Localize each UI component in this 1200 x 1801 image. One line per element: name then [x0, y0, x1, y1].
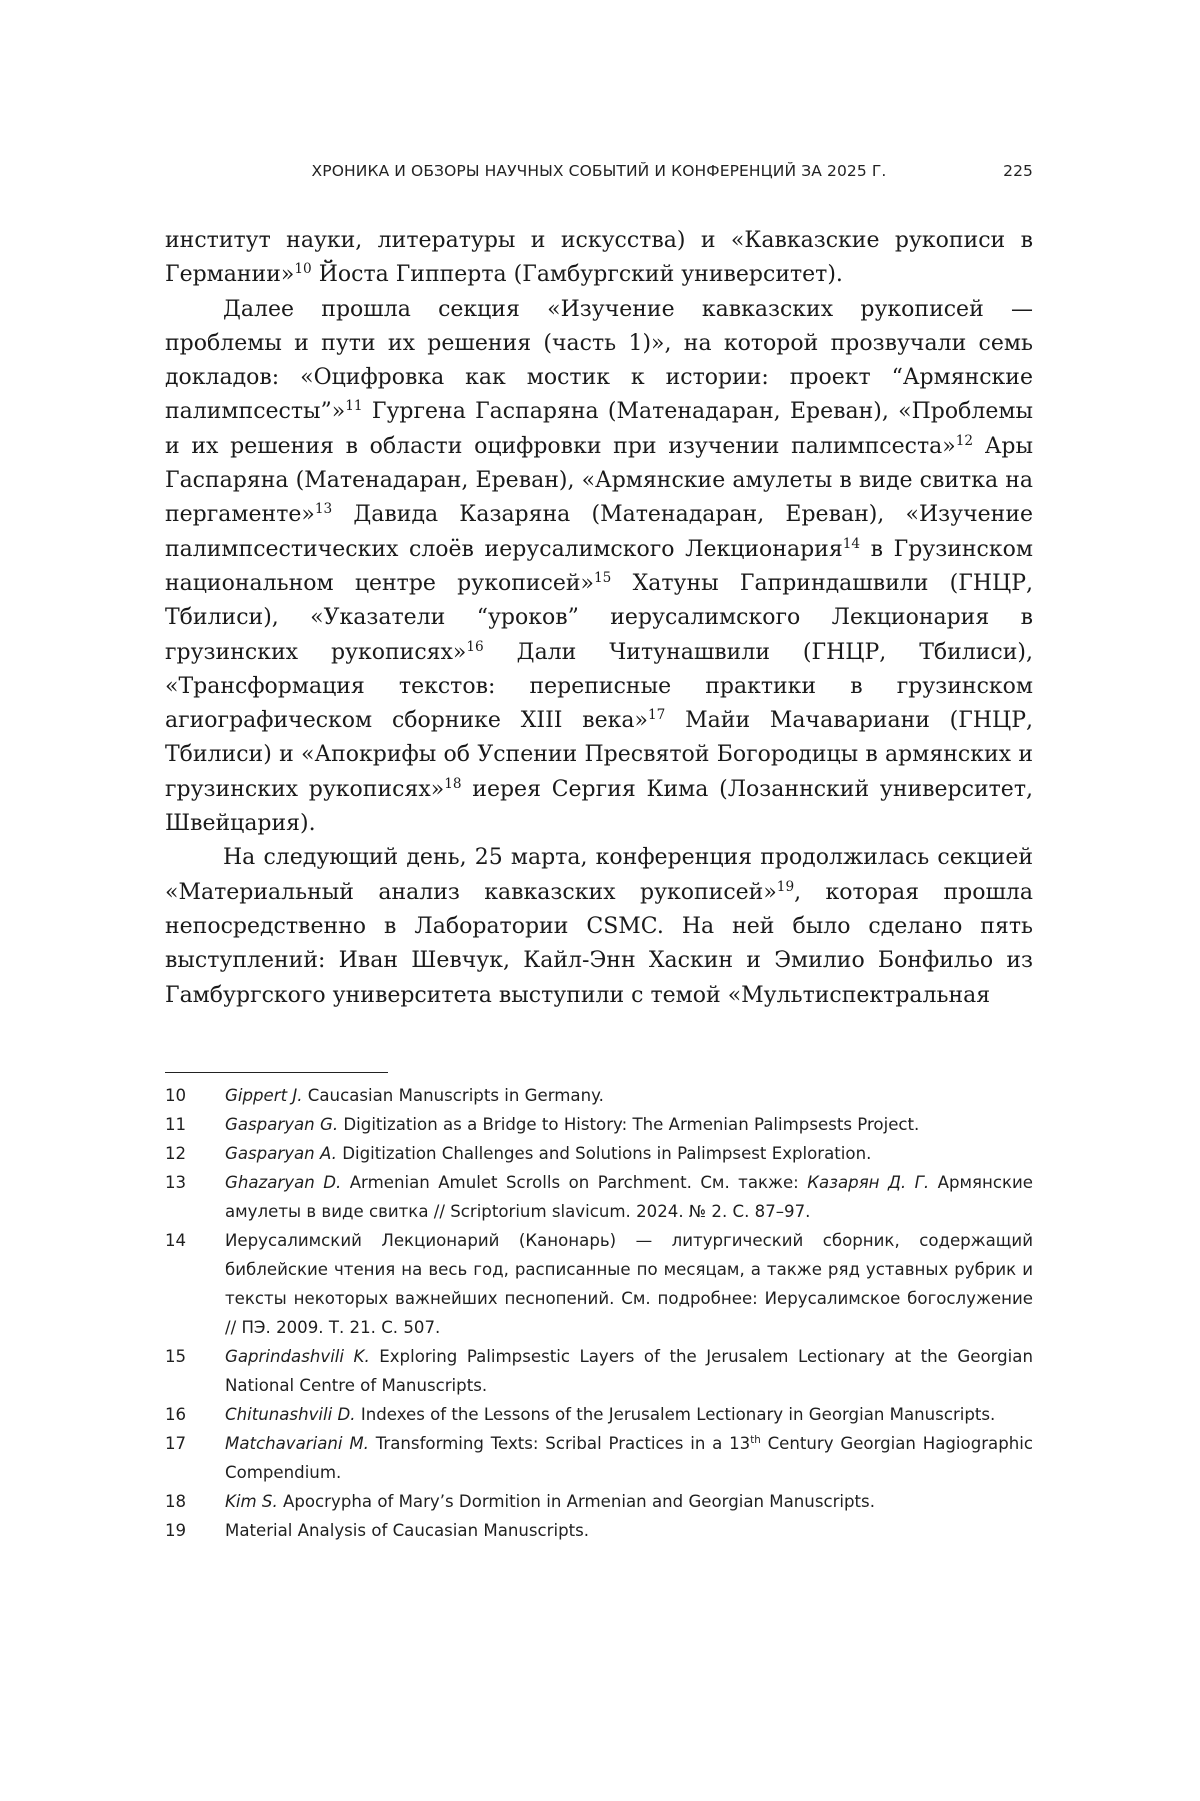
footnote: [165, 1110, 1033, 1139]
footnote-number: 11: [165, 1115, 187, 1134]
footnote-author: Ghazaryan D.: [225, 1173, 342, 1192]
text-run: иерея Сергия Кима (Лозаннский университет, Швейцария).: [165, 776, 1033, 837]
footnote-ref: 19: [776, 878, 795, 895]
text-run: Хатуны Гаприндашвили (ГНЦР, Тбилиси), «Указатели “уроков” иерусалимского Лекционария в грузинских рукописях»: [165, 570, 1033, 665]
footnote-text: [225, 1400, 1033, 1429]
footnote-number: 18: [165, 1492, 187, 1511]
footnote-text: [225, 1226, 1033, 1342]
text-run: Йоста Гипперта (Гамбургский университет).: [311, 262, 843, 288]
footnote-body: Material Analysis of Caucasian Manuscripts.: [225, 1521, 590, 1540]
text-run: Ары Гаспаряна (Матенадаран, Ереван), «Армянские амулеты в виде свитка на пергаменте»: [165, 433, 1034, 528]
text-run: Гургена Гаспаряна (Матенадаран, Ереван), «Проблемы и их решения в области оцифровки при изучении палимпсеста»: [165, 399, 1033, 459]
text-run: Майи Мачавариани (ГНЦР, Тбилиси) и «Апокрифы об Успении Пресвятой Богородицы в армянских и грузинских рукописях»: [165, 708, 1034, 802]
footnote-ref: 18: [444, 775, 462, 792]
footnote-text: [225, 1487, 1033, 1516]
footnote-number: 10: [165, 1086, 187, 1105]
footnote-ref: 12: [955, 432, 974, 449]
footnote-number: 12: [165, 1144, 187, 1163]
text-run: Давида Казаряна (Матенадаран, Ереван), «Изучение палимпсестических слоёв иерусалимского Лекционария: [165, 502, 1033, 562]
footnote-body: Exploring Palimpsestic Layers of the Jerusalem Lectionary at the Georgian National Centre of Manuscripts.: [225, 1347, 1033, 1395]
paragraph-2: [165, 293, 1033, 842]
ordinal-suffix: th: [750, 1433, 761, 1446]
footnote-ref: 10: [294, 261, 312, 278]
footnote-number: 17: [165, 1434, 187, 1453]
footnote-body: Иерусалимский Лекционарий (Канонарь) — литургический сборник, содержащий библейские чтения на весь год, расписанные по месяцам, а также ряд уставных рубрик и тексты некоторых важнейших песнопений. См. подробнее: Иерусалимское богослужение // ПЭ. 2009. Т. 21. С. 507.: [225, 1231, 1033, 1337]
footnote-text: [225, 1516, 1033, 1545]
footnote: [165, 1487, 1033, 1516]
footnote-body: Transforming Texts: Scribal Practices in a 13: [368, 1434, 751, 1453]
footnote: [165, 1081, 1033, 1110]
footnote-ref: 14: [842, 535, 861, 552]
footnote-text: [225, 1429, 1033, 1487]
running-title: ХРОНИКА И ОБЗОРЫ НАУЧНЫХ СОБЫТИЙ И КОНФЕРЕНЦИЙ ЗА 2025 Г.: [311, 162, 887, 180]
footnote-number: 19: [165, 1521, 187, 1540]
footnote-ref: 15: [593, 569, 612, 586]
footnote-body: Apocrypha of Mary’s Dormition in Armenian and Georgian Manuscripts.: [277, 1492, 875, 1511]
footnote-body: Indexes of the Lessons of the Jerusalem Lectionary in Georgian Manuscripts.: [355, 1405, 996, 1424]
footnote: [165, 1429, 1033, 1487]
footnote: [165, 1168, 1033, 1226]
footnote: [165, 1342, 1033, 1400]
footnote-author: Chitunashvili D.: [225, 1405, 356, 1424]
footnote-text: [225, 1168, 1033, 1226]
footnote-body: Армянские амулеты в виде свитка // Scriptorium slavicum. 2024. № 2. С. 87–97.: [225, 1173, 1033, 1221]
footnote-ref: 17: [648, 706, 666, 723]
footnote-author: Gippert J.: [225, 1086, 303, 1105]
footnote-ref: 11: [345, 398, 363, 415]
footnote-ref: 13: [314, 501, 333, 518]
text-run: институт науки, литературы и искусства) и «Кавказские рукописи в Германии»: [165, 228, 1033, 288]
footnote-text: [225, 1139, 1033, 1168]
footnote-author: Gasparyan A.: [225, 1144, 337, 1163]
text-run: Дали Читунашвили (ГНЦР, Тбилиси), «Трансформация текстов: переписные практики в грузинском агиографическом сборнике XIII века»: [165, 639, 1033, 734]
footnotes: [165, 1081, 1033, 1545]
footnote-text: [225, 1342, 1033, 1400]
footnote-text: [225, 1110, 1033, 1139]
footnote-author: Gasparyan G.: [225, 1115, 339, 1134]
footnote-author: Gaprindashvili K.: [225, 1347, 370, 1366]
footnote-author: Kim S.: [225, 1492, 278, 1511]
page-number: 225: [1003, 162, 1033, 180]
footnote-body: Armenian Amulet Scrolls on Parchment. См. также:: [341, 1173, 808, 1192]
footnote: [165, 1139, 1033, 1168]
text-run: Далее прошла секция «Изучение кавказских рукописей — проблемы и пути их решения (часть 1)», на которой прозвучали семь докладов: «Оцифровка как мостик к истории: проект “Армянские палимпсесты”»: [165, 296, 1033, 425]
footnote-number: 16: [165, 1405, 187, 1424]
footnote-number: 14: [165, 1231, 187, 1250]
footnote-number: 13: [165, 1173, 187, 1192]
footnote-author: Казарян Д. Г.: [807, 1173, 930, 1192]
footnote: [165, 1516, 1033, 1545]
paragraph-3: [165, 841, 1033, 1012]
paragraph-1: [165, 224, 1033, 293]
text-run: , которая прошла непосредственно в Лаборатории CSMC. На ней было сделано пять выступлений: Иван Шевчук, Кайл-Энн Хаскин и Эмилио Бонфильо из Гамбургского университета выступили с темой «Мультиспектральная: [165, 879, 1033, 1008]
footnote-number: 15: [165, 1347, 187, 1366]
footnote-body: Digitization as a Bridge to History: The Armenian Palimpsests Project.: [338, 1115, 920, 1134]
text-run: в Грузинском национальном центре рукописей»: [165, 536, 1033, 596]
footnote-text: [225, 1081, 1033, 1110]
footnote-body: Digitization Challenges and Solutions in Palimpsest Exploration.: [336, 1144, 872, 1163]
footnote-body: Caucasian Manuscripts in Germany.: [302, 1086, 604, 1105]
main-text: [165, 224, 1033, 1013]
footnote-ref: 16: [466, 638, 484, 655]
footnote-author: Matchavariani M.: [225, 1434, 369, 1453]
text-run: На следующий день, 25 марта, конференция продолжилась секцией «Материальный анализ кавказских рукописей»: [165, 845, 1033, 905]
footnote-body: Century Georgian Hagiographic Compendium.: [225, 1434, 1033, 1482]
footnote: [165, 1226, 1033, 1342]
footnote: [165, 1400, 1033, 1429]
footnote-separator: [165, 1072, 388, 1073]
running-header: [165, 160, 1033, 188]
